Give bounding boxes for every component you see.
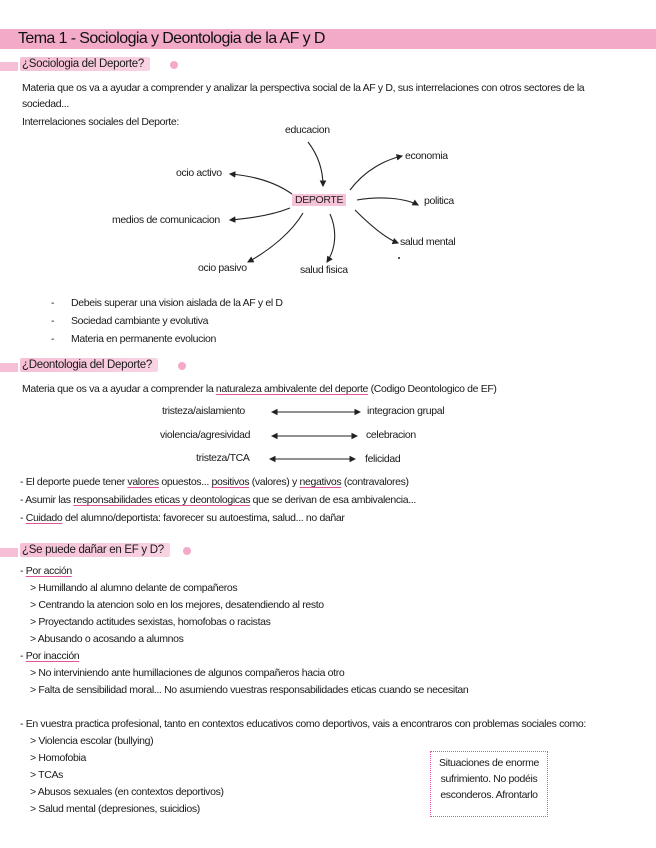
node-salud-fisica: salud fisica xyxy=(300,264,348,276)
valores-line: - El deporte puede tener valores opuestos... positivos (valores) y negativos (contravalores) xyxy=(20,476,409,488)
problem-item: > Salud mental (depresiones, suicidios) xyxy=(30,803,200,815)
responsabilidades-line: - Asumir las responsabilidades eticas y deontologicas que se derivan de esa ambivalencia... xyxy=(20,494,416,506)
problem-item: > Violencia escolar (bullying) xyxy=(30,735,154,747)
inaccion-item: > No interviniendo ante humillaciones de algunos compañeros hacia otro xyxy=(30,667,345,679)
sociologia-intro-line1: Materia que os va a ayudar a comprender y analizar la perspectiva social de la AF y D, sus interrelaciones con otros sectores de la xyxy=(22,82,585,94)
problem-item: > TCAs xyxy=(30,769,64,781)
node-salud-mental: salud mental xyxy=(400,236,456,248)
por-inaccion-label: - Por inacción xyxy=(20,650,80,662)
node-medios-comunicacion: medios de comunicacion xyxy=(112,214,220,226)
pair-left: tristeza/aislamiento xyxy=(162,405,245,417)
bullet-mark: - xyxy=(51,315,55,327)
node-educacion: educacion xyxy=(285,124,330,136)
accion-item: > Abusando o acosando a alumnos xyxy=(30,633,184,645)
deporte-label: DEPORTE xyxy=(292,194,346,206)
node-ocio-activo: ocio activo xyxy=(176,167,222,179)
pair-left: tristeza/TCA xyxy=(196,452,250,464)
sufrimiento-note-box: Situaciones de enorme sufrimiento. No podéis esconderos. Afrontarlo xyxy=(430,751,548,817)
pair-right: integracion grupal xyxy=(367,405,445,417)
accion-item: > Proyectando actitudes sexistas, homofobas o racistas xyxy=(30,616,271,628)
bullet-item: Debeis superar una vision aislada de la AF y el D xyxy=(71,297,283,309)
page-title: Tema 1 - Sociologia y Deontologia de la AF y D xyxy=(18,30,325,47)
pair-right: felicidad xyxy=(365,453,401,465)
por-accion-label: - Por acción xyxy=(20,565,72,577)
practica-line: - En vuestra practica profesional, tanto en contextos educativos como deportivos, vais a encontraros con problemas sociales como: xyxy=(20,718,586,730)
heading-deontologia: ¿Deontologia del Deporte? xyxy=(20,358,158,372)
node-politica: politica xyxy=(424,195,454,207)
bullet-item: Materia en permanente evolucion xyxy=(71,333,216,345)
node-economia: economia xyxy=(405,150,448,162)
inaccion-item: > Falta de sensibilidad moral... No asumiendo vuestras responsabilidades eticas cuando se necesitan xyxy=(30,684,469,696)
pair-left: violencia/agresividad xyxy=(160,429,251,441)
problem-item: > Homofobia xyxy=(30,752,86,764)
bullet-mark: - xyxy=(51,333,55,345)
node-ocio-pasivo: ocio pasivo xyxy=(198,262,247,274)
sociologia-intro-line2: sociedad... xyxy=(22,98,69,110)
bullet-mark: - xyxy=(51,297,55,309)
heading-sociologia: ¿Sociologia del Deporte? xyxy=(20,57,150,71)
accion-item: > Humillando al alumno delante de compañeros xyxy=(30,582,238,594)
deontologia-intro: Materia que os va a ayudar a comprender la naturaleza ambivalente del deporte (Codigo Deontologico de EF) xyxy=(22,383,497,395)
naturaleza-ambivalente: naturaleza ambivalente del deporte xyxy=(215,383,369,395)
cuidado-line: - Cuidado del alumno/deportista: favorecer su autoestima, salud... no dañar xyxy=(20,512,345,524)
problem-item: > Abusos sexuales (en contextos deportivos) xyxy=(30,786,224,798)
bullet-item: Sociedad cambiante y evolutiva xyxy=(71,315,209,327)
section-marker xyxy=(0,548,18,557)
interrelaciones-label: Interrelaciones sociales del Deporte: xyxy=(22,116,179,128)
heading-danar: ¿Se puede dañar en EF y D? xyxy=(20,543,170,557)
accion-item: > Centrando la atencion solo en los mejores, desatendiendo al resto xyxy=(30,599,324,611)
heading-dot xyxy=(183,547,191,555)
pair-right: celebracion xyxy=(366,429,416,441)
